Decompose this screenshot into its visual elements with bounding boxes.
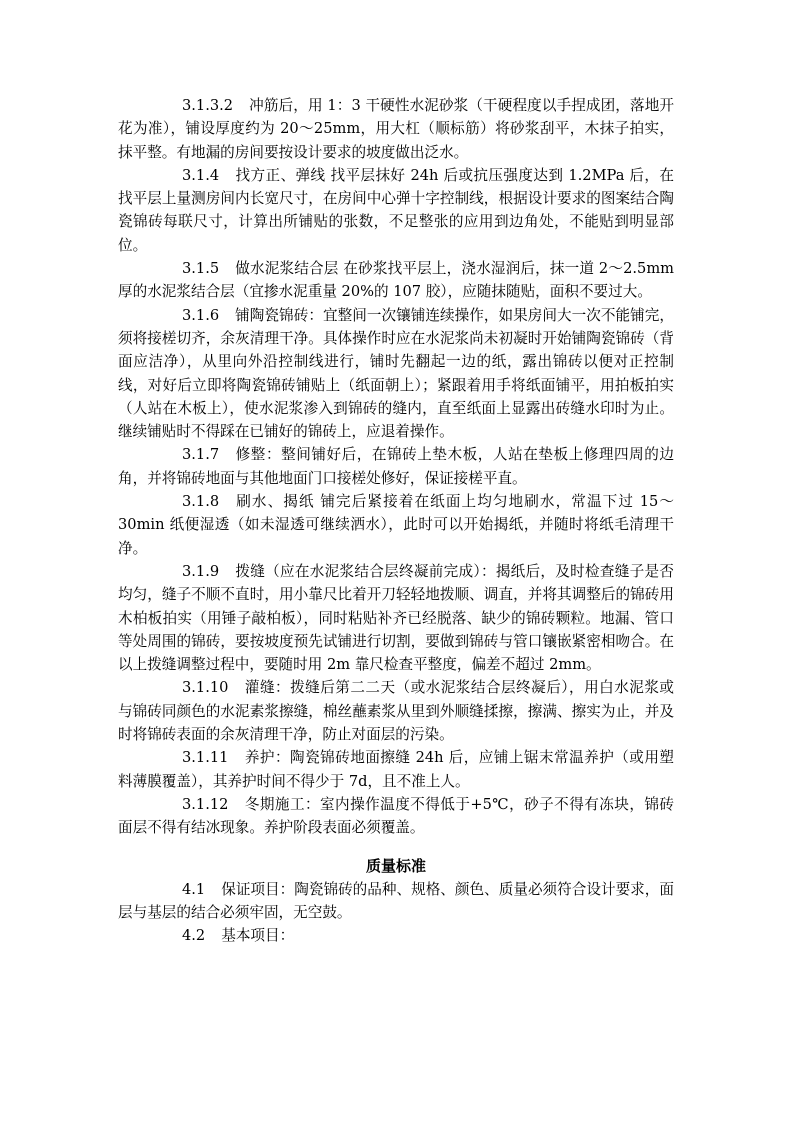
clause-number: 3.1.6 [182,306,220,324]
clause-number: 3.1.7 [182,446,220,464]
clause-number: 3.1.10 [182,679,229,697]
clause-text: 灌缝：拨缝后第二二天（或水泥浆结合层终凝后），用白水泥浆或与锦砖同颜色的水泥素浆擦缝，棉丝蘸素浆从里到外顺缝揉擦，擦满、擦实为止，并及时将锦砖表面的余灰清理干净，防止对面层的污染。 [118,679,674,744]
clause-number: 4.1 [182,880,206,898]
clause-number: 3.1.12 [182,795,229,813]
clause-text: 找方正、弹线 找平层抹好 24h 后或抗压强度达到 1.2MPa 后，在找平层上量测房间内长宽尺寸，在房间中心弹十字控制线，根据设计要求的图案结合陶瓷锦砖每联尺寸，计算出所铺贴的张数，不足整张的应用到边角处，不能贴到明显部位。 [118,166,674,254]
clause-number: 3.1.3.2 [182,97,234,114]
clause-number: 4.2 [182,927,206,945]
paragraph [118,793,674,840]
paragraph [118,560,674,676]
paragraph [118,443,674,490]
paragraph [118,94,674,164]
paragraph [118,676,674,746]
quality-standards [118,878,674,948]
clause-number: 3.1.8 [182,493,220,511]
paragraph [118,878,674,925]
clause-text: 拨缝（应在水泥浆结合层终凝前完成）：揭纸后，及时检查缝子是否均匀，缝子不顺不直时，用小靠尺比着开刀轻轻地拨顺、调直，并将其调整后的锦砖用木柏板拍实（用锤子敲柏板），同时粘贴补齐已经脱落、缺少的锦砖颗粒。地漏、管口等处周围的锦砖，要按坡度预先试铺进行切割，要做到锦砖与管口镶嵌紧密相吻合。在以上拨缝调整过程中，要随时用 2m 靠尺检查平整度，偏差不超过 2mm。 [118,562,674,674]
clause-text: 刷水、揭纸 铺完后紧接着在纸面上均匀地刷水，常温下过 15～30min 纸便湿透（如未湿透可继续洒水），此时可以开始揭纸，并随时将纸毛清理干净。 [118,493,674,557]
clause-text: 做水泥浆结合层 在砂浆找平层上，浇水湿润后，抹一道 2～2.5mm 厚的水泥浆结合层（宜掺水泥重量 20%的 107 胶），应随抹随贴，面积不要过大。 [118,260,674,301]
paragraph [118,490,674,560]
clause-number: 3.1.11 [182,749,229,767]
clause-number: 3.1.9 [182,562,220,580]
paragraph [118,304,674,444]
clause-text: 冲筋后，用 1：3 干硬性水泥砂浆（干硬程度以手捏成团，落地开花为准），铺设厚度约为 20～25mm，用大杠（顺标筋）将砂浆刮平，木抹子拍实，抹平整。有地漏的房间要按设计要求的坡度做出泛水。 [118,97,674,161]
paragraph [118,924,674,947]
paragraph [118,164,674,257]
section-heading-quality: 质量标准 [365,856,426,875]
clause-text: 养护：陶瓷锦砖地面擦缝 24h 后，应铺上锯末常温养护（或用塑料薄膜覆盖），其养护时间不得少于 7d，且不准上人。 [118,749,674,790]
clause-text: 基本项目： [221,927,295,945]
clause-text: 冬期施工：室内操作温度不得低于+5℃，砂子不得有冻块，锦砖面层不得有结冰现象。养护阶段表面必须覆盖。 [118,795,674,837]
paragraph [118,257,674,304]
clause-text: 保证项目：陶瓷锦砖的品种、规格、颜色、质量必须符合设计要求，面层与基层的结合必须牢固，无空鼓。 [118,880,674,921]
clause-text: 铺陶瓷锦砖：宜整间一次镶铺连续操作，如果房间大一次不能铺完，须将接槎切齐，余灰清理干净。具体操作时应在水泥浆尚未初凝时开始铺陶瓷锦砖（背面应洁净），从里向外沿控制线进行，铺时先翻起一边的纸，露出锦砖以便对正控制线，对好后立即将陶瓷锦砖铺贴上（纸面朝上）；紧跟着用手将纸面铺平，用拍板拍实（人站在木板上），使水泥浆渗入到锦砖的缝内，直至纸面上显露出砖缝水印时为止。继续铺贴时不得踩在已铺好的锦砖上，应退着操作。 [118,306,674,441]
paragraph [118,746,674,793]
clause-text: 修整：整间铺好后，在锦砖上垫木板，人站在垫板上修理四周的边角，并将锦砖地面与其他地面门口接槎处修好，保证接槎平直。 [118,446,674,487]
clause-number: 3.1.5 [182,260,220,278]
document-body [118,94,674,947]
clause-number: 3.1.4 [182,166,220,184]
construction-steps [118,94,674,840]
